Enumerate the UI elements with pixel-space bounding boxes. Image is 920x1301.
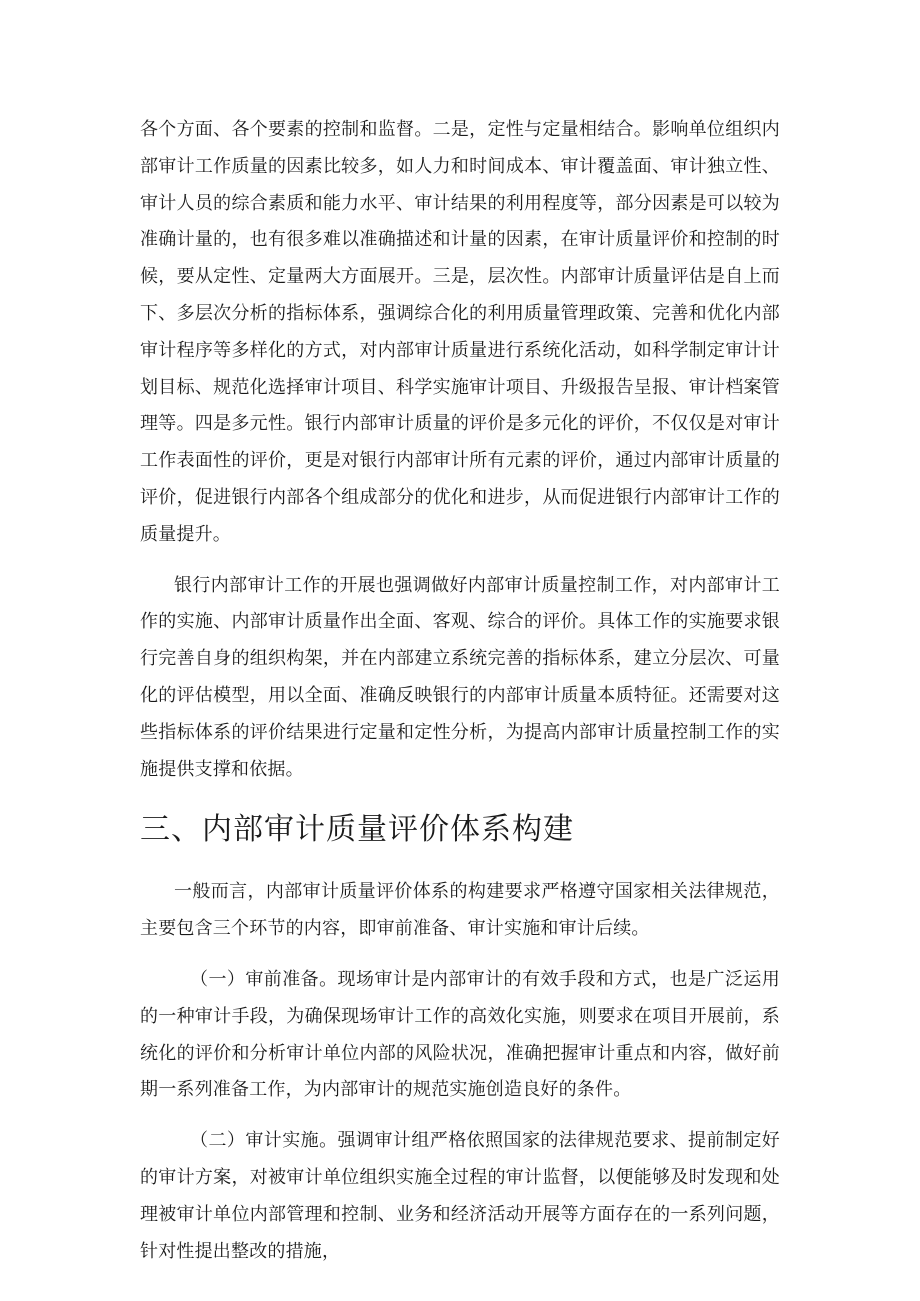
paragraph-continuation: 各个方面、各个要素的控制和监督。二是，定性与定量相结合。影响单位组织内部审计工作质量的因素比较多，如人力和时间成本、审计覆盖面、审计独立性、审计人员的综合素质和能力水平、审计结果的利用程度等，部分因素是可以较为准确计量的，也有很多难以准确描述和计量的因素，在审计质量评价和控制的时候，要从定性、定量两大方面展开。三是，层次性。内部审计质量评估是自上而下、多层次分析的指标体系，强调综合化的利用质量管理政策、完善和优化内部审计程序等多样化的方式，对内部审计质量进行系统化活动，如科学制定审计计划目标、规范化选择审计项目、科学实施审计项目、升级报告呈报、审计档案管理等。四是多元性。银行内部审计质量的评价是多元化的评价，不仅仅是对审计工作表面性的评价，更是对银行内部审计所有元素的评价，通过内部审计质量的评价，促进银行内部各个组成部分的优化和进步，从而促进银行内部审计工作的质量提升。: [140, 119, 780, 545]
document-page: [140, 112, 780, 1270]
paragraph-pre-audit: （一）审前准备。现场审计是内部审计的有效手段和方式，也是广泛运用的一种审计手段，为确保现场审计工作的高效化实施，则要求在项目开展前，系统化的评价和分析审计单位内部的风险状况，准确把握审计重点和内容，做好前期一系列准备工作，为内部审计的规范实施创造良好的条件。: [140, 968, 780, 1101]
paragraph-quality-control: 银行内部审计工作的开展也强调做好内部审计质量控制工作，对内部审计工作的实施、内部审计质量作出全面、客观、综合的评价。具体工作的实施要求银行完善自身的组织构架，并在内部建立系统完善的指标体系，建立分层次、可量化的评估模型，用以全面、准确反映银行的内部审计质量本质特征。还需要对这些指标体系的评价结果进行定量和定性分析，为提高内部审计质量控制工作的实施提供支撑和依据。: [140, 574, 780, 780]
paragraph-audit-implementation: （二）审计实施。强调审计组严格依照国家的法律规范要求、提前制定好的审计方案，对被审计单位组织实施全过程的审计监督，以便能够及时发现和处理被审计单位内部管理和控制、业务和经济活动开展等方面存在的一系列问题，针对性提出整改的措施，: [140, 1130, 780, 1262]
section-heading: 三、内部审计质量评价体系构建: [140, 812, 574, 848]
paragraph-intro: 一般而言，内部审计质量评价体系的构建要求严格遵守国家相关法律规范，主要包含三个环节的内容，即审前准备、审计实施和审计后续。: [140, 881, 780, 940]
